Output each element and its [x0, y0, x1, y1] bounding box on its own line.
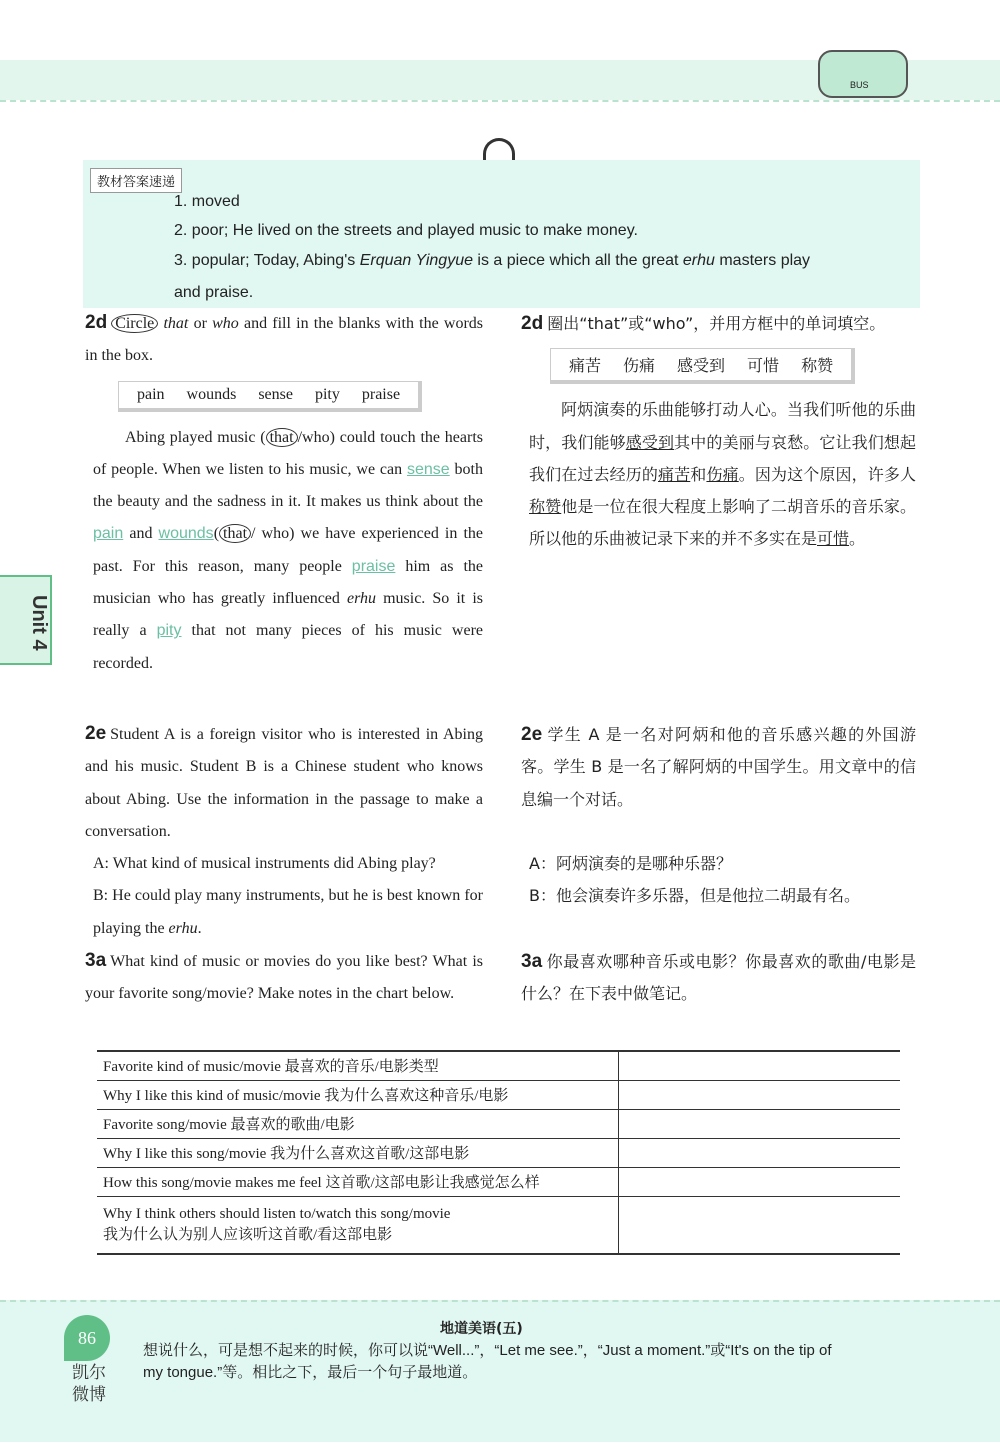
- bus-label: BUS: [850, 80, 869, 90]
- section-2e: [85, 719, 916, 946]
- row-label: Why I like this song/movie 我为什么喜欢这首歌/这部电影: [97, 1138, 618, 1167]
- cn-word-box: 痛苦 伤痛 感受到 可惜 称赞: [550, 348, 855, 384]
- ex2e-dialog-a: A: What kind of musical instruments did Abing play?: [93, 855, 436, 873]
- ex2e-right: [521, 719, 916, 946]
- answer-cell[interactable]: [618, 1196, 900, 1254]
- row-label: How this song/movie makes me feel 这首歌/这部电影让我感觉怎么样: [97, 1167, 618, 1196]
- ex2d-cn-passage: 阿炳演奏的乐曲能够打动人心。当我们听他的乐曲时，我们能够感受到其中的美丽与哀愁。它让我们想起我们在过去经历的痛苦和伤痛。因为这个原因，许多人称赞他是一位在很大程度上影响了二胡音乐的音乐家。所以他的乐曲被记录下来的并不多实在是可惜。: [529, 400, 916, 549]
- ex3a-instructions: 3a What kind of music or movies do you like best? What is your favorite song/movie? Make notes in the chart below.: [85, 950, 483, 1003]
- section-2d: [85, 308, 916, 719]
- answer-line: 1. moved: [174, 193, 240, 210]
- answer-line: and praise.: [174, 284, 254, 301]
- answer-tag: 教材答案速递: [90, 168, 182, 193]
- footer-text: 想说什么，可是想不起来的时候，你可以说“Well...”，“Let me see.”，“Just a moment.”或“It's on the tip of my tongue.”等。相比之下，最后一个句子最地道。: [143, 1342, 832, 1381]
- ex2e-instructions: 2e Student A is a foreign visitor who is interested in Abing and his music. Student B is a Chinese student who knows about Abing. Use the information in the passage to make a conversation.: [85, 723, 483, 840]
- table-row: [97, 1138, 900, 1167]
- brand-label: 凯尔 微博: [72, 1363, 106, 1405]
- row-label: Favorite kind of music/movie 最喜欢的音乐/电影类型: [97, 1051, 618, 1080]
- answer-cell[interactable]: [618, 1138, 900, 1167]
- table-row: [97, 1080, 900, 1109]
- ex2d-instructions: 2d Circle that or who and fill in the blanks with the words in the box.: [85, 312, 484, 365]
- row-label: Why I like this kind of music/movie 我为什么喜欢这种音乐/电影: [97, 1080, 618, 1109]
- ex2e-cn-dialog-a: A：阿炳演奏的是哪种乐器？: [529, 853, 732, 873]
- answer-line: 2. poor; He lived on the streets and played music to make money.: [174, 222, 638, 239]
- ex2d-right: [521, 308, 916, 719]
- page-number: 86: [64, 1315, 110, 1361]
- ex2e-cn-dialog-b: B：他会演奏许多乐器，但是他拉二胡最有名。: [529, 886, 860, 906]
- ex2d-cn-instructions: 2d 圈出“that”或“who”，并用方框中的单词填空。: [521, 313, 886, 334]
- word-box: pain wounds sense pity praise: [118, 381, 422, 412]
- section-3a: [85, 946, 916, 1050]
- table-row: [97, 1051, 900, 1080]
- ex2e-left: [85, 719, 483, 946]
- bus-illustration: [818, 50, 908, 98]
- ex3a-cn-instructions: 3a 你最喜欢哪种音乐或电影？你最喜欢的歌曲/电影是什么？在下表中做笔记。: [521, 951, 916, 1004]
- table-row: [97, 1196, 900, 1254]
- notes-chart: [97, 1050, 900, 1255]
- row-label: Why I think others should listen to/watch this song/movie 我为什么认为别人应该听这首歌/看这部电影: [97, 1196, 618, 1254]
- answer-cell[interactable]: [618, 1167, 900, 1196]
- table-row: [97, 1167, 900, 1196]
- footer-title: 地道美语(五): [440, 1321, 523, 1337]
- answer-cell[interactable]: [618, 1051, 900, 1080]
- answer-cell[interactable]: [618, 1080, 900, 1109]
- unit-tab: Unit 4: [0, 575, 52, 665]
- ex2e-cn-instructions: 2e 学生 A 是一名对阿炳和他的音乐感兴趣的外国游客。学生 B 是一名了解阿炳的中国学生。用文章中的信息编一个对话。: [521, 724, 916, 809]
- ex2e-dialog-b: B: He could play many instruments, but he is best known for playing the erhu.: [93, 887, 483, 937]
- answer-cell[interactable]: [618, 1109, 900, 1138]
- row-label: Favorite song/movie 最喜欢的歌曲/电影: [97, 1109, 618, 1138]
- ex2d-passage: Abing played music ( that /who) could touch the hearts of people. When we listen to his music, we can sense both the beauty and the sadness in it. It makes us think about the pain and wounds( that / who) we have experienced in the past. For this reason, many people praise him as the musician who has greatly influenced erhu music. So it is really a pity that not many pieces of his music were recorded.: [93, 428, 484, 672]
- answer-line: 3. popular; Today, Abing's Erquan Yingyue is a piece which all the great erhu masters play: [174, 252, 811, 269]
- exercises: [85, 308, 916, 1255]
- ex2d-left: [85, 308, 483, 719]
- table-row: [97, 1109, 900, 1138]
